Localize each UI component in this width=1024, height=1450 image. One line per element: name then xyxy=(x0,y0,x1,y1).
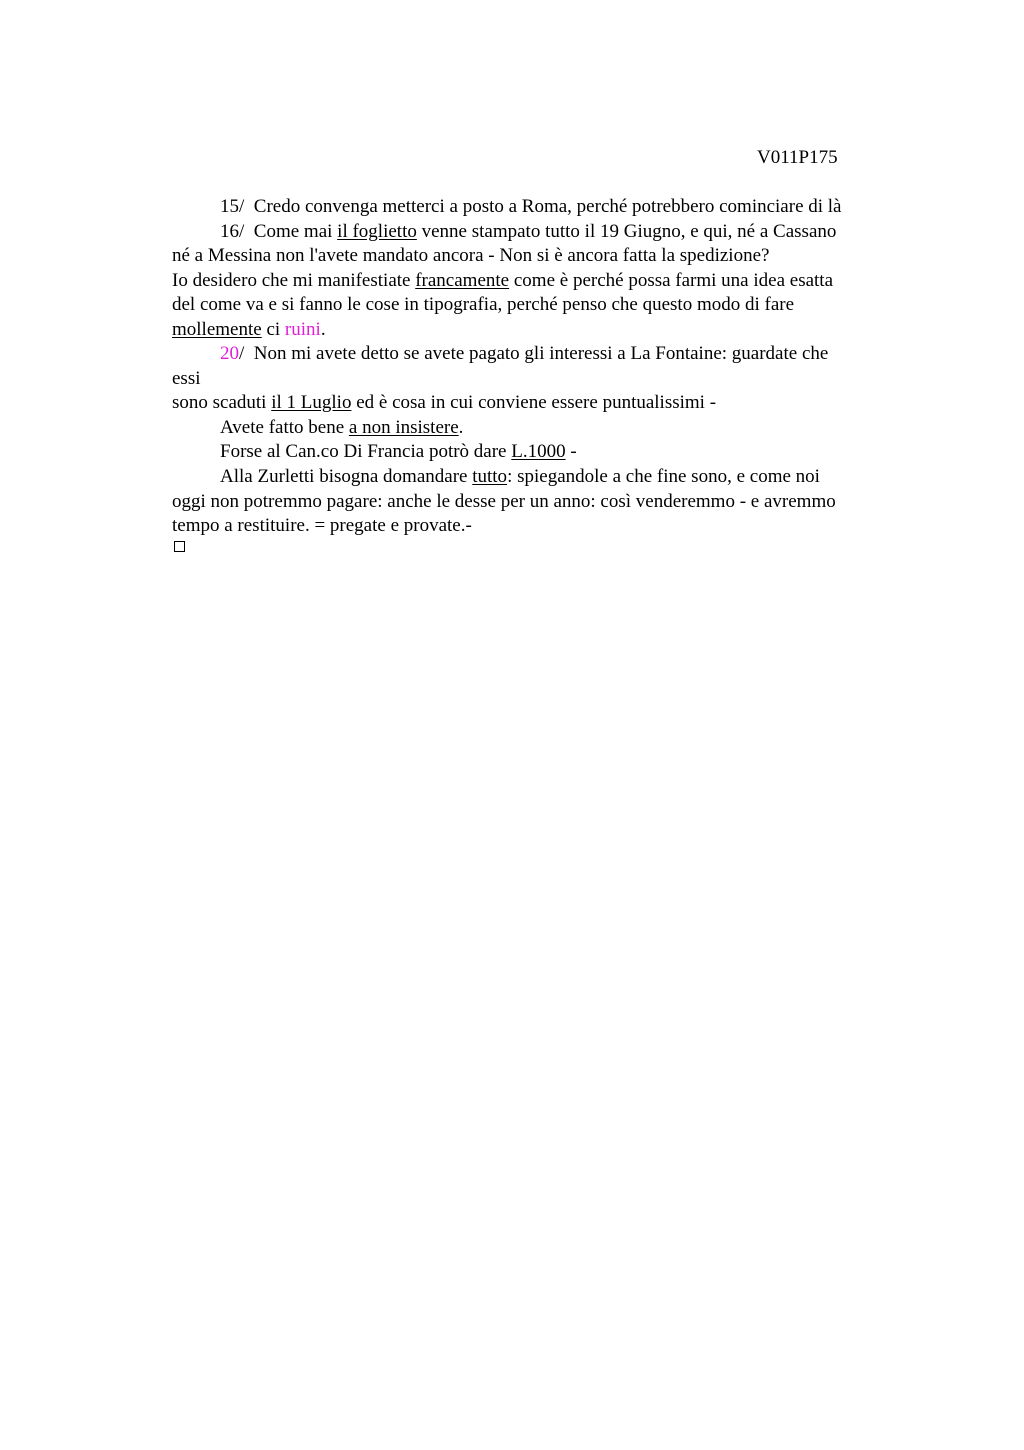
line-text: del come va e si fanno le cose in tipografia, perché penso che questo modo di fare xyxy=(172,294,795,315)
line-text: Credo convenga metterci a posto a Roma, perché potrebbero cominciare di là xyxy=(253,196,842,217)
line-text: venne stampato tutto il 19 Giugno, e qui, né a Cassano xyxy=(416,221,837,242)
text-line xyxy=(172,391,716,415)
line-text: Non mi avete detto se avete pagato gli interessi a La Fontaine: guardate che xyxy=(253,343,829,364)
text-line xyxy=(172,490,836,514)
line-text: ci xyxy=(261,319,285,340)
underlined-text: L.1000 xyxy=(511,441,566,462)
line-text: Come mai xyxy=(253,221,338,242)
text-line xyxy=(220,465,820,489)
underlined-text: a non insistere xyxy=(348,417,459,438)
line-text: né a Messina non l'avete mandato ancora - Non si è ancora fatta la spedizione? xyxy=(172,245,770,266)
line-text: Io desidero che mi manifestiate xyxy=(172,270,416,291)
text-line-20 xyxy=(220,342,828,366)
line-text: Avete fatto bene xyxy=(220,417,349,438)
line-text: : spiegandole a che fine sono, e come noi xyxy=(507,466,820,487)
underlined-text: tutto xyxy=(472,466,508,487)
slash: / xyxy=(239,343,245,364)
text-line xyxy=(172,293,794,317)
page-id: V011P175 xyxy=(757,147,838,168)
line-text: essi xyxy=(172,368,201,389)
paragraph-number: 15/ xyxy=(220,196,245,217)
text-line-15 xyxy=(220,195,842,219)
line-text: Alla Zurletti bisogna domandare xyxy=(220,466,473,487)
text-line xyxy=(172,514,472,538)
underlined-text: francamente xyxy=(415,270,510,291)
line-text: come è perché possa farmi una idea esatta xyxy=(509,270,834,291)
line-text: ed è cosa in cui conviene essere puntualissimi - xyxy=(351,392,717,413)
line-text: . xyxy=(458,417,464,438)
line-text: sono scaduti xyxy=(172,392,272,413)
text-line xyxy=(220,416,463,440)
paragraph-number: 20 xyxy=(220,343,239,364)
text-line xyxy=(172,269,833,293)
text-line xyxy=(172,318,326,342)
text-line xyxy=(172,244,769,268)
text-line xyxy=(220,440,577,464)
line-text: . xyxy=(320,319,326,340)
highlighted-text: ruini xyxy=(284,319,321,340)
underlined-text: il 1 Luglio xyxy=(271,392,352,413)
line-text: tempo a restituire. = pregate e provate.- xyxy=(172,515,472,536)
line-text: oggi non potremmo pagare: anche le desse per un anno: così venderemmo - e avremmo xyxy=(172,491,836,512)
paragraph-number: 16/ xyxy=(220,221,245,242)
underlined-text: il foglietto xyxy=(337,221,417,242)
text-line-16 xyxy=(220,220,836,244)
text-line xyxy=(172,367,201,391)
underlined-text: mollemente xyxy=(172,319,262,340)
end-marker-box-icon xyxy=(174,541,185,552)
line-text: Forse al Can.co Di Francia potrò dare xyxy=(220,441,512,462)
line-text: - xyxy=(565,441,577,462)
